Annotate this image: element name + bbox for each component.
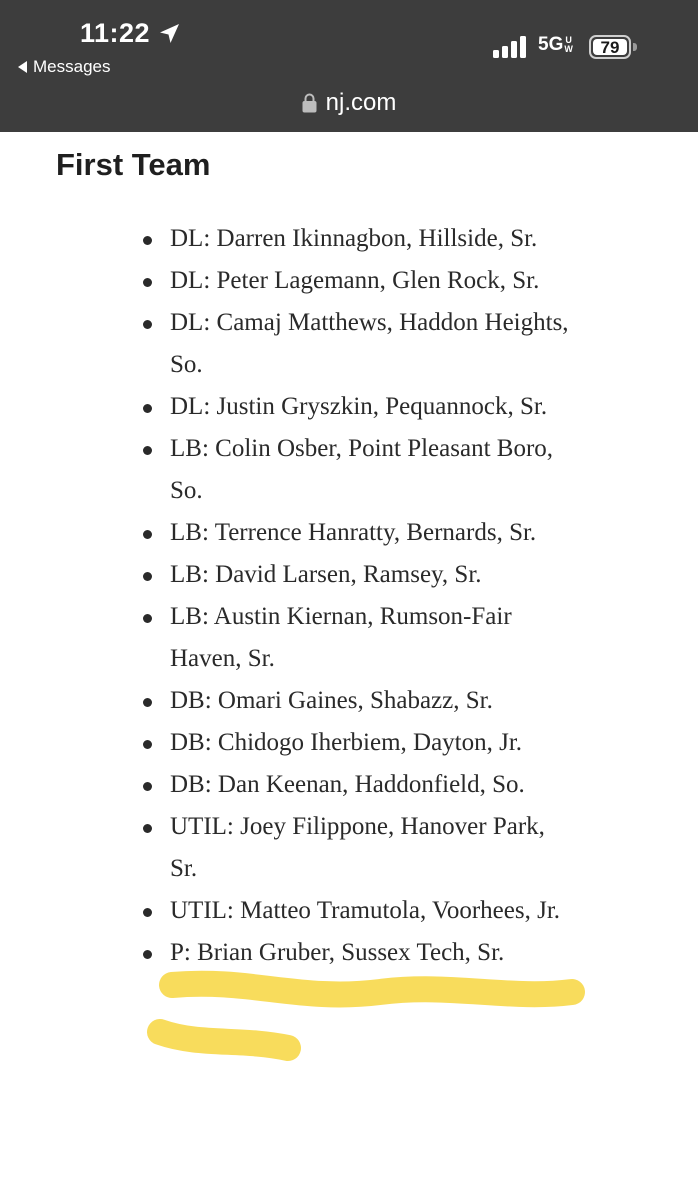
back-link-label: Messages <box>33 57 111 76</box>
cellular-signal-icon <box>493 36 529 58</box>
list-item: DB: Omari Gaines, Shabazz, Sr. <box>140 680 570 722</box>
section-heading: First Team <box>56 147 211 182</box>
network-indicator <box>538 34 573 56</box>
battery-nub <box>633 43 637 51</box>
browser-header <box>0 0 698 132</box>
network-type: 5G <box>538 34 564 55</box>
list-item: DL: Peter Lagemann, Glen Rock, Sr. <box>140 260 570 302</box>
list-item: LB: Colin Osber, Point Pleasant Boro, So. <box>140 428 570 512</box>
list-item: UTIL: Matteo Tramutola, Voorhees, Jr. <box>140 890 570 932</box>
list-item: UTIL: Joey Filippone, Hanover Park, Sr. <box>140 806 570 890</box>
list-item: DB: Chidogo Iherbiem, Dayton, Jr. <box>140 722 570 764</box>
list-item: LB: Austin Kiernan, Rumson-Fair Haven, Sr. <box>140 596 570 680</box>
network-badge <box>564 36 573 54</box>
list-item: P: Brian Gruber, Sussex Tech, Sr. <box>140 932 570 974</box>
network-badge-top: U <box>565 35 572 45</box>
list-item: DB: Dan Keenan, Haddonfield, So. <box>140 764 570 806</box>
battery-level: 79 <box>593 39 627 55</box>
lock-icon <box>302 93 317 113</box>
status-time: 11:22 <box>80 18 151 48</box>
url-text: nj.com <box>325 89 397 116</box>
battery-body <box>589 35 631 59</box>
location-arrow-icon <box>157 22 181 46</box>
list-item: LB: David Larsen, Ramsey, Sr. <box>140 554 570 596</box>
list-item: DL: Darren Ikinnagbon, Hillside, Sr. <box>140 218 570 260</box>
address-bar[interactable] <box>0 89 698 117</box>
player-list <box>140 218 570 974</box>
back-triangle-icon <box>18 61 27 73</box>
list-item: DL: Justin Gryszkin, Pequannock, Sr. <box>140 386 570 428</box>
back-to-messages-link[interactable] <box>18 57 110 77</box>
battery-icon <box>589 35 641 61</box>
list-item: DL: Camaj Matthews, Haddon Heights, So. <box>140 302 570 386</box>
network-badge-bottom: W <box>564 44 573 54</box>
list-item: LB: Terrence Hanratty, Bernards, Sr. <box>140 512 570 554</box>
